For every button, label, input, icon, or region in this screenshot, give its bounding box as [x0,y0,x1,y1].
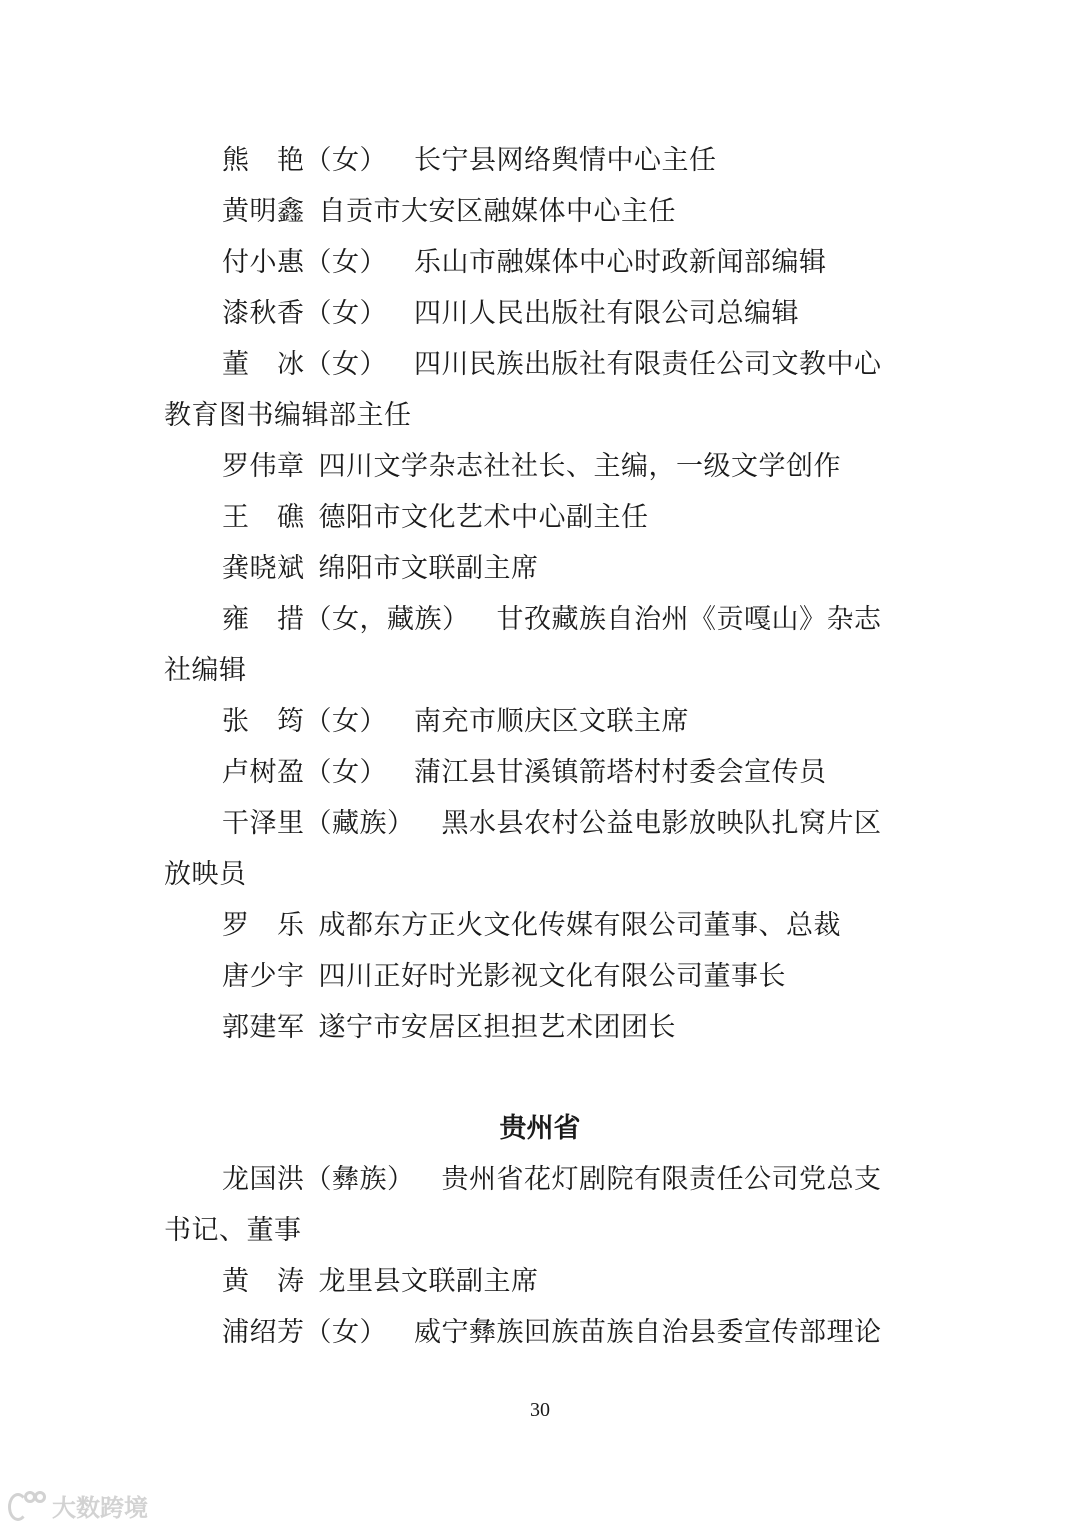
entry-line: 付小惠（女） 乐山市融媒体中心时政新闻部编辑 [222,247,827,278]
entry-continuation: 书记、董事 [164,1215,302,1246]
entry-line: 雍 措（女，藏族） 甘孜藏族自治州《贡嘎山》杂志 [222,604,882,635]
entry-continuation: 放映员 [164,859,247,890]
page-number: 30 [530,1399,550,1421]
entry-continuation: 社编辑 [164,655,247,686]
entry-line: 龚晓斌 绵阳市文联副主席 [222,553,539,584]
section-heading: 贵州省 [499,1113,581,1144]
entry-line: 唐少宇 四川正好时光影视文化有限公司董事长 [222,961,786,992]
entry-continuation: 教育图书编辑部主任 [164,400,412,431]
entry-line: 黄明鑫 自贡市大安区融媒体中心主任 [222,196,676,227]
entry-line: 龙国洪（彝族） 贵州省花灯剧院有限责任公司党总支 [222,1164,882,1195]
entry-line: 漆秋香（女） 四川人民出版社有限公司总编辑 [222,298,799,329]
entry-line: 张 筠（女） 南充市顺庆区文联主席 [222,706,689,737]
entry-line: 罗伟章 四川文学杂志社社长、主编，一级文学创作 [222,451,841,482]
watermark [8,1488,148,1523]
entry-line: 董 冰（女） 四川民族出版社有限责任公司文教中心 [222,349,882,380]
entry-line: 王 礁 德阳市文化艺术中心副主任 [222,502,649,533]
entry-line: 干泽里（藏族） 黑水县农村公益电影放映队扎窝片区 [222,808,882,839]
watermark-text: 大数跨境 [52,1494,148,1522]
entry-line: 郭建军 遂宁市安居区担担艺术团团长 [222,1012,676,1043]
entry-line: 浦绍芳（女） 威宁彝族回族苗族自治县委宣传部理论 [222,1317,882,1348]
entry-line: 罗 乐 成都东方正火文化传媒有限公司董事、总裁 [222,910,841,941]
entry-line: 卢树盈（女） 蒲江县甘溪镇箭塔村村委会宣传员 [222,757,827,788]
entry-line: 黄 涛 龙里县文联副主席 [222,1266,539,1297]
watermark-logo-icon [8,1491,48,1521]
entry-line: 熊 艳（女） 长宁县网络舆情中心主任 [222,145,717,176]
